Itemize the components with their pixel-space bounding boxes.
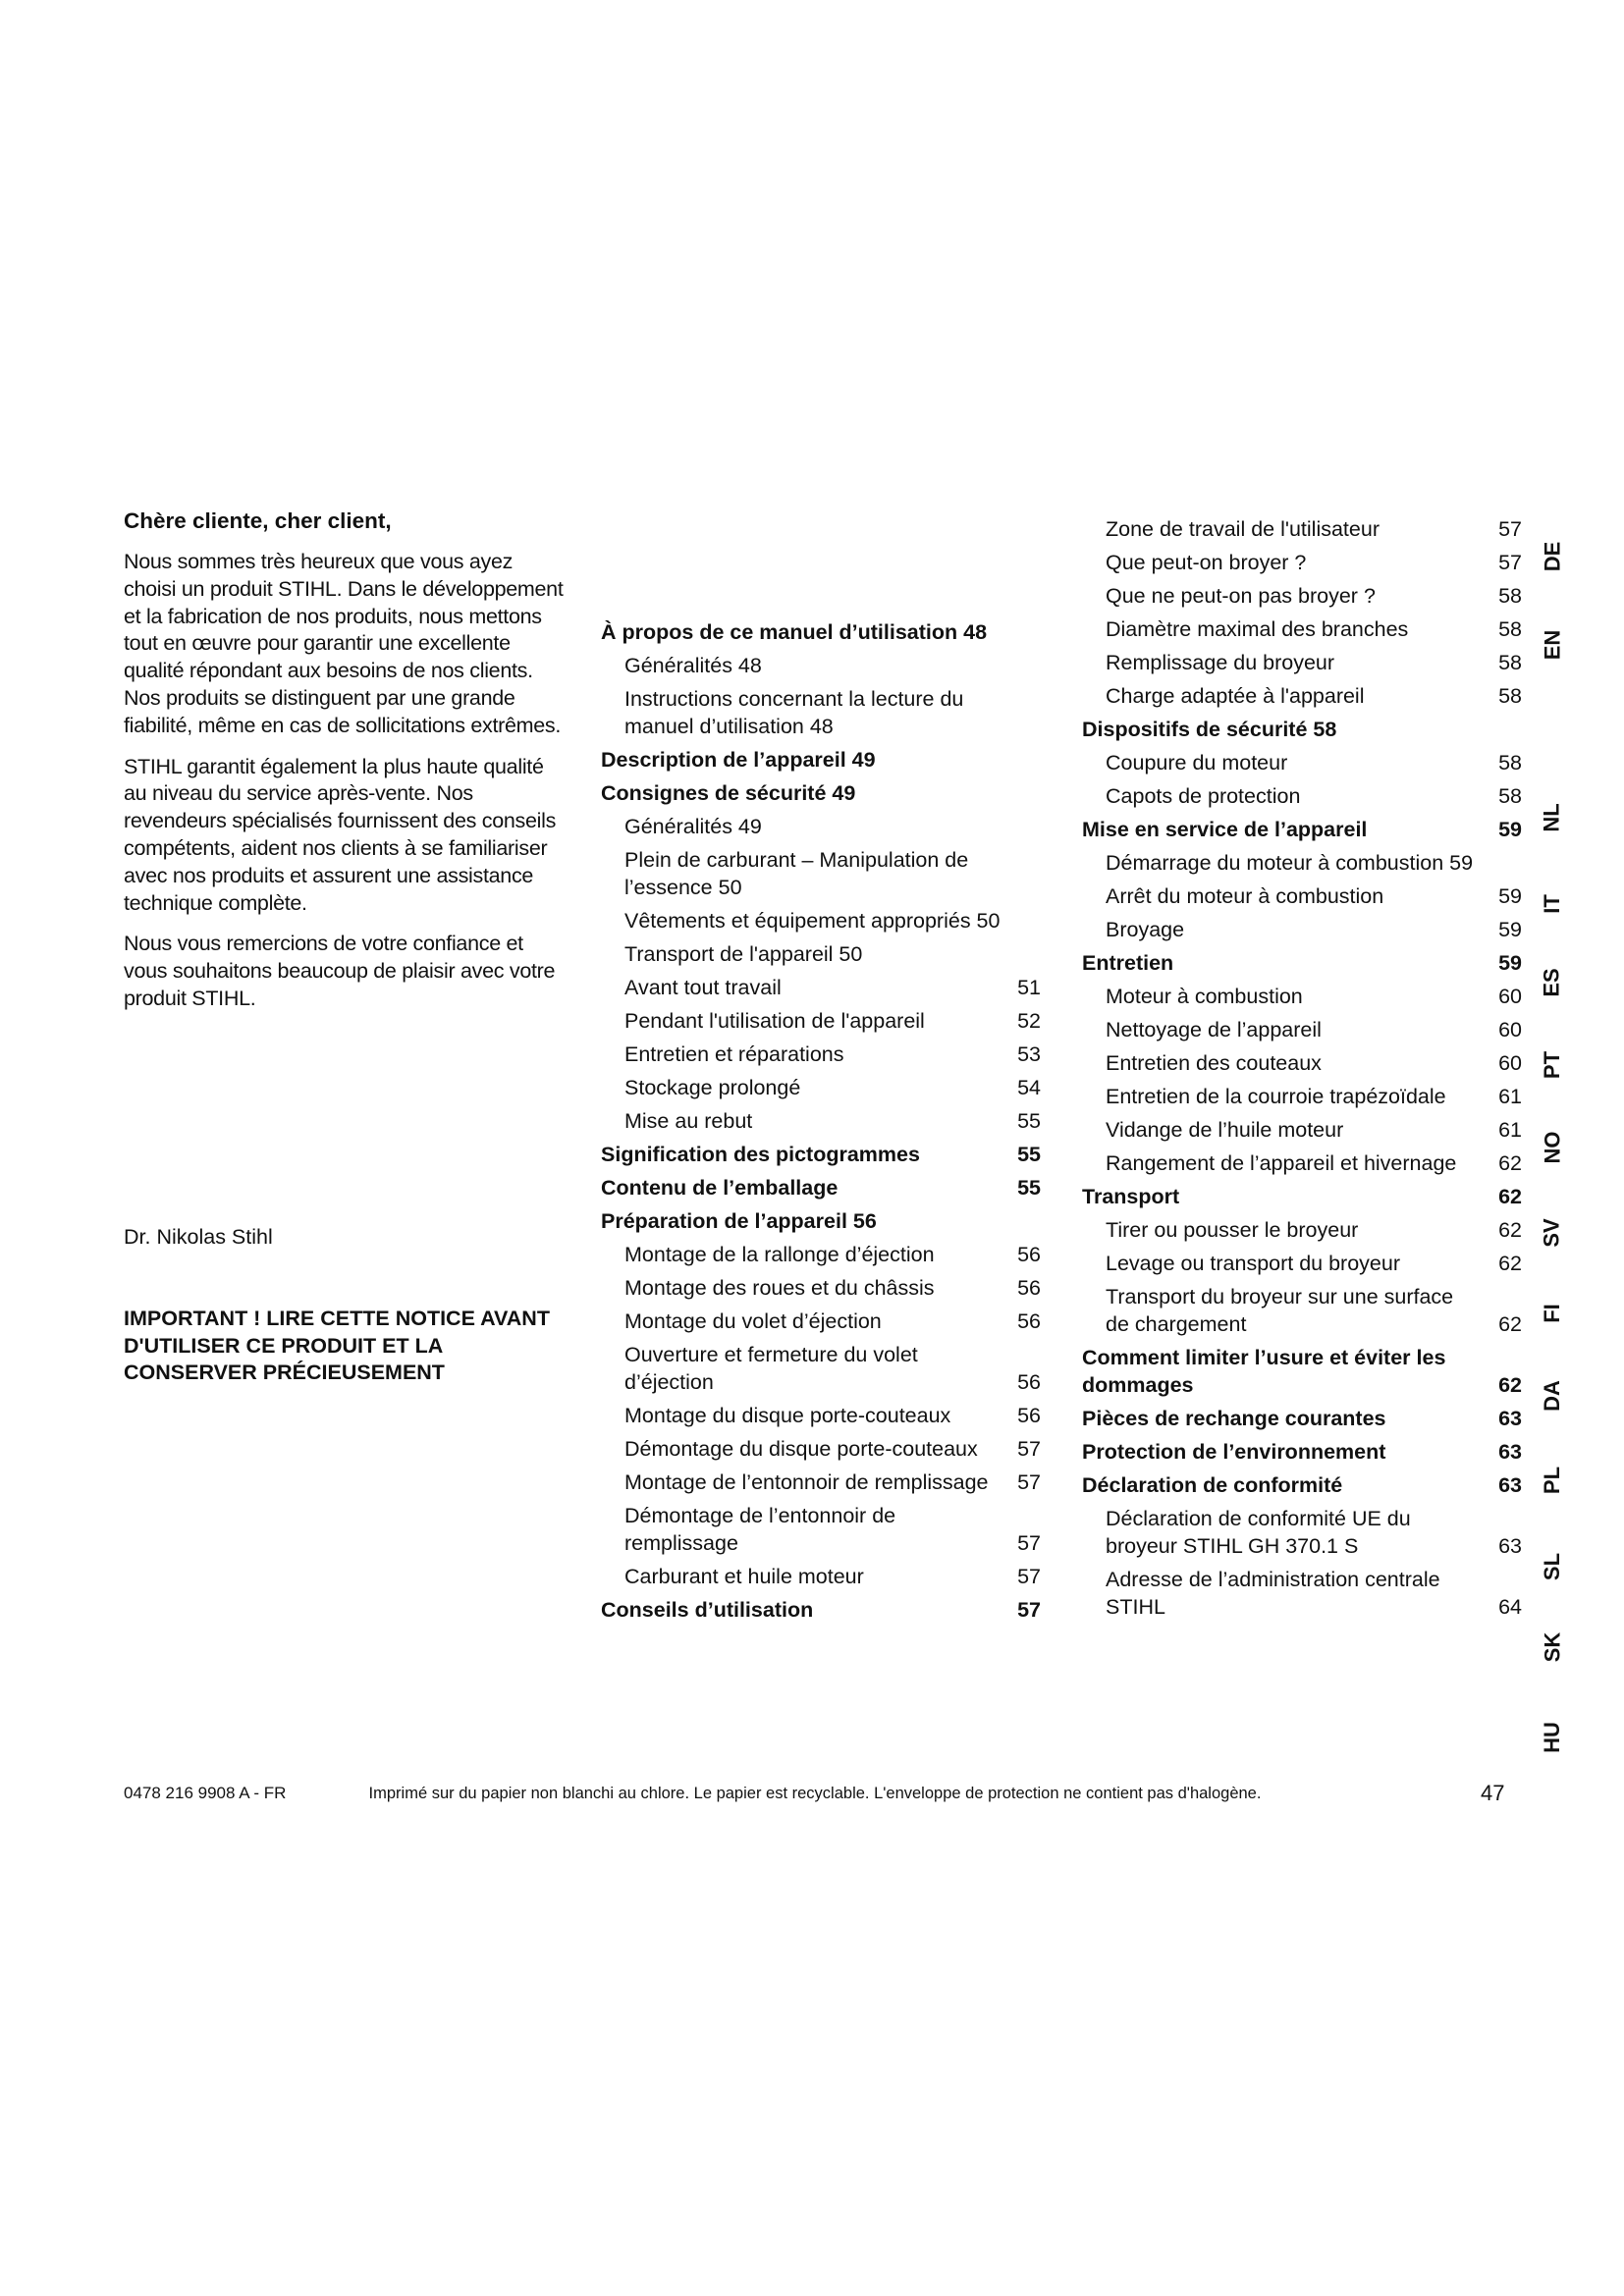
toc-subsection[interactable] [1082, 1250, 1522, 1277]
toc-subsection[interactable] [601, 652, 1041, 679]
toc-subsection[interactable] [601, 974, 1041, 1001]
table-of-contents-middle [601, 618, 1041, 1629]
toc-section[interactable] [1082, 1344, 1522, 1399]
toc-subsection[interactable] [1082, 1283, 1522, 1338]
toc-page: 58 [1498, 584, 1522, 608]
toc-title: Plein de carburant – Manipulation de l’essence 50 [624, 848, 969, 899]
toc-title: Dispositifs de sécurité 58 [1082, 718, 1337, 741]
toc-title: Protection de l’environnement [1082, 1440, 1386, 1464]
language-tab-no[interactable] [1528, 1131, 1577, 1164]
toc-subsection[interactable] [1082, 1049, 1522, 1077]
language-tab-fi[interactable] [1528, 1301, 1577, 1326]
toc-subsection[interactable] [1082, 682, 1522, 710]
toc-subsection[interactable] [1082, 649, 1522, 676]
toc-page: 53 [1017, 1042, 1041, 1066]
toc-title: Signification des pictogrammes [601, 1143, 920, 1166]
toc-page: 57 [1017, 1531, 1041, 1555]
toc-title: Arrêt du moteur à combustion [1106, 884, 1384, 908]
toc-subsection[interactable] [1082, 549, 1522, 576]
toc-title: Entretien des couteaux [1106, 1051, 1322, 1075]
toc-title: Démontage du disque porte-couteaux [624, 1437, 978, 1461]
toc-title: Rangement de l’appareil et hivernage [1106, 1151, 1457, 1175]
language-tab-label: SK [1540, 1631, 1564, 1663]
toc-page: 62 [1498, 1373, 1522, 1397]
language-tab-pl[interactable] [1528, 1468, 1577, 1493]
toc-subsection[interactable] [601, 1502, 1041, 1557]
toc-subsection[interactable] [601, 940, 1041, 968]
toc-section[interactable] [1082, 816, 1522, 843]
toc-page: 56 [1017, 1309, 1041, 1333]
toc-title: Démontage de l’entonnoir de remplissage [624, 1504, 896, 1555]
toc-title: Ouverture et fermeture du volet d’éjection [624, 1343, 918, 1394]
intro-paragraph: Nous sommes très heureux que vous ayez choisi un produit STIHL. Dans le développement et la fabrication de nos produits, nous mettons tout en œuvre pour garantir une excellente qualité répondant aux besoins de nos clients. Nos produits se distinguent par une grande fiabilité, même en cas de sollicitations extrêmes. [124, 550, 564, 737]
language-tab-label: SV [1539, 1218, 1564, 1248]
toc-title: Transport de l'appareil 50 [624, 942, 863, 966]
toc-page: 60 [1498, 1051, 1522, 1075]
toc-title: Transport [1082, 1185, 1180, 1208]
toc-subsection[interactable] [601, 907, 1041, 934]
language-tab-hu[interactable] [1528, 1722, 1577, 1753]
toc-title: Stockage prolongé [624, 1076, 801, 1099]
toc-page: 63 [1498, 1473, 1522, 1497]
greeting: Chère cliente, cher client, [124, 508, 392, 533]
toc-page: 58 [1498, 784, 1522, 808]
toc-page: 57 [1017, 1470, 1041, 1494]
toc-section[interactable] [601, 1141, 1041, 1168]
toc-title: Pièces de rechange courantes [1082, 1407, 1386, 1430]
language-tab-da[interactable] [1528, 1380, 1577, 1412]
toc-title: Mise au rebut [624, 1109, 753, 1133]
toc-page: 62 [1498, 1151, 1522, 1175]
language-tab-label: DA [1540, 1380, 1564, 1412]
language-tab-label: EN [1540, 629, 1564, 661]
toc-page: 56 [1017, 1243, 1041, 1266]
toc-title: Montage du disque porte-couteaux [624, 1404, 951, 1427]
toc-page: 64 [1498, 1595, 1522, 1619]
printing-note: Imprimé sur du papier non blanchi au chlore. Le papier est recyclable. L'enveloppe de protection ne contient pas d'halogène. [368, 1785, 1262, 1802]
language-tab-label: SL [1540, 1552, 1564, 1581]
toc-section[interactable] [601, 1174, 1041, 1201]
language-tab-de[interactable] [1528, 541, 1577, 572]
toc-page: 62 [1498, 1252, 1522, 1275]
toc-page: 57 [1017, 1598, 1041, 1622]
toc-title: Démarrage du moteur à combustion 59 [1106, 851, 1474, 875]
toc-page: 54 [1017, 1076, 1041, 1099]
toc-title: Adresse de l’administration centrale STIHL [1106, 1568, 1440, 1619]
toc-title: Pendant l'utilisation de l'appareil [624, 1009, 925, 1033]
toc-title: Avant tout travail [624, 976, 782, 999]
toc-subsection[interactable] [601, 1007, 1041, 1035]
language-tab-sv[interactable] [1528, 1220, 1577, 1246]
language-tabs [1528, 510, 1577, 1787]
toc-subsection[interactable] [601, 1308, 1041, 1335]
toc-title: Montage de l’entonnoir de remplissage [624, 1470, 989, 1494]
toc-title: Mise en service de l’appareil [1082, 818, 1368, 841]
toc-title: Conseils d’utilisation [601, 1598, 814, 1622]
toc-title: Instructions concernant la lecture du manuel d’utilisation 48 [624, 687, 964, 738]
toc-title: Déclaration de conformité UE du broyeur STIHL GH 370.1 S [1106, 1507, 1411, 1558]
toc-subsection[interactable] [1082, 1216, 1522, 1244]
toc-title: Vêtements et équipement appropriés 50 [624, 909, 1001, 933]
toc-page: 59 [1498, 951, 1522, 975]
language-tab-label: NO [1540, 1131, 1564, 1164]
language-tab-en[interactable] [1528, 629, 1577, 661]
toc-title: Zone de travail de l'utilisateur [1106, 517, 1380, 541]
toc-subsection[interactable] [1082, 1016, 1522, 1043]
toc-subsection[interactable] [601, 1074, 1041, 1101]
toc-page: 57 [1498, 517, 1522, 541]
toc-page: 55 [1017, 1176, 1041, 1200]
toc-subsection[interactable] [1082, 1116, 1522, 1144]
toc-title: Vidange de l’huile moteur [1106, 1118, 1344, 1142]
toc-page: 61 [1498, 1085, 1522, 1108]
toc-title: Description de l’appareil 49 [601, 748, 876, 772]
toc-title: Consignes de sécurité 49 [601, 781, 856, 805]
toc-subsection[interactable] [1082, 615, 1522, 643]
toc-section[interactable] [1082, 1471, 1522, 1499]
toc-page: 63 [1498, 1440, 1522, 1464]
toc-subsection[interactable] [1082, 515, 1522, 543]
toc-subsection[interactable] [601, 1435, 1041, 1463]
toc-section[interactable] [601, 1596, 1041, 1624]
toc-subsection[interactable] [601, 1341, 1041, 1396]
toc-title: Contenu de l’emballage [601, 1176, 839, 1200]
language-tab-es[interactable] [1528, 970, 1577, 995]
toc-page: 57 [1498, 551, 1522, 574]
toc-title: Broyage [1106, 918, 1185, 941]
toc-subsection[interactable] [1082, 1083, 1522, 1110]
toc-section[interactable] [601, 618, 1041, 646]
toc-subsection[interactable] [1082, 749, 1522, 776]
language-tab-label: ES [1539, 968, 1564, 997]
toc-page: 60 [1498, 1018, 1522, 1041]
toc-subsection[interactable] [601, 1041, 1041, 1068]
toc-title: Coupure du moteur [1106, 751, 1288, 774]
toc-page: 58 [1498, 684, 1522, 708]
toc-page: 59 [1498, 918, 1522, 941]
toc-subsection[interactable] [601, 685, 1041, 740]
toc-subsection[interactable] [601, 1402, 1041, 1429]
toc-section[interactable] [1082, 949, 1522, 977]
toc-section[interactable] [1082, 716, 1522, 743]
toc-page: 59 [1498, 884, 1522, 908]
toc-title: Remplissage du broyeur [1106, 651, 1335, 674]
language-tab-it[interactable] [1528, 891, 1577, 917]
toc-subsection[interactable] [601, 1468, 1041, 1496]
table-of-contents-right [1082, 515, 1522, 1627]
toc-page: 56 [1017, 1370, 1041, 1394]
toc-page: 56 [1017, 1404, 1041, 1427]
language-tab-label: PL [1540, 1466, 1564, 1495]
toc-subsection[interactable] [1082, 916, 1522, 943]
intro-paragraph: STIHL garantit également la plus haute qualité au niveau du service après-vente. Nos revendeurs spécialisés fournissent des conseils compétents, aident nos clients à se familiariser avec nos produits et assurent une assistance technique complète. [124, 754, 557, 915]
toc-page: 55 [1017, 1109, 1041, 1133]
toc-title: Nettoyage de l’appareil [1106, 1018, 1322, 1041]
toc-page: 63 [1498, 1534, 1522, 1558]
toc-page: 60 [1498, 985, 1522, 1008]
toc-subsection[interactable] [601, 846, 1041, 901]
toc-page: 62 [1498, 1185, 1522, 1208]
toc-subsection[interactable] [1082, 849, 1522, 877]
toc-section[interactable] [1082, 1183, 1522, 1210]
toc-title: Diamètre maximal des branches [1106, 617, 1409, 641]
intro-letter [124, 507, 568, 1027]
language-tab-nl[interactable] [1528, 805, 1577, 830]
toc-subsection[interactable] [601, 1107, 1041, 1135]
important-notice: IMPORTANT ! LIRE CETTE NOTICE AVANT D'UTILISER CE PRODUIT ET LA CONSERVER PRÉCIEUSEMENT [124, 1307, 550, 1384]
toc-title: À propos de ce manuel d’utilisation 48 [601, 620, 988, 644]
toc-page: 55 [1017, 1143, 1041, 1166]
toc-page: 57 [1017, 1437, 1041, 1461]
toc-page: 61 [1498, 1118, 1522, 1142]
toc-title: Montage du volet d’éjection [624, 1309, 882, 1333]
toc-title: Préparation de l’appareil 56 [601, 1209, 877, 1233]
language-tab-pt[interactable] [1528, 1052, 1577, 1078]
toc-title: Entretien [1082, 951, 1174, 975]
toc-subsection[interactable] [1082, 782, 1522, 810]
language-tab-sk[interactable] [1528, 1631, 1577, 1663]
toc-subsection[interactable] [1082, 1566, 1522, 1621]
toc-section[interactable] [601, 1207, 1041, 1235]
toc-title: Déclaration de conformité [1082, 1473, 1343, 1497]
toc-page: 56 [1017, 1276, 1041, 1300]
toc-subsection[interactable] [601, 1241, 1041, 1268]
toc-page: 52 [1017, 1009, 1041, 1033]
toc-section[interactable] [1082, 1405, 1522, 1432]
toc-title: Charge adaptée à l'appareil [1106, 684, 1365, 708]
toc-subsection[interactable] [1082, 582, 1522, 610]
toc-page: 57 [1017, 1565, 1041, 1588]
toc-page: 62 [1498, 1218, 1522, 1242]
toc-page: 63 [1498, 1407, 1522, 1430]
toc-subsection[interactable] [1082, 1149, 1522, 1177]
toc-title: Que ne peut-on pas broyer ? [1106, 584, 1376, 608]
toc-page: 59 [1498, 818, 1522, 841]
toc-title: Montage des roues et du châssis [624, 1276, 935, 1300]
toc-page: 51 [1017, 976, 1041, 999]
language-tab-label: HU [1540, 1722, 1564, 1753]
language-tab-label: NL [1539, 803, 1564, 832]
toc-title: Que peut-on broyer ? [1106, 551, 1307, 574]
toc-page: 58 [1498, 651, 1522, 674]
toc-subsection[interactable] [601, 1563, 1041, 1590]
toc-title: Transport du broyeur sur une surface de chargement [1106, 1285, 1454, 1336]
toc-title: Entretien et réparations [624, 1042, 844, 1066]
toc-title: Généralités 48 [624, 654, 762, 677]
signature: Dr. Nikolas Stihl [124, 1225, 273, 1249]
toc-page: 58 [1498, 751, 1522, 774]
toc-subsection[interactable] [601, 1274, 1041, 1302]
toc-page: 58 [1498, 617, 1522, 641]
toc-subsection[interactable] [1082, 1505, 1522, 1560]
toc-title: Entretien de la courroie trapézoïdale [1106, 1085, 1446, 1108]
language-tab-label: DE [1540, 541, 1564, 572]
toc-title: Carburant et huile moteur [624, 1565, 864, 1588]
toc-subsection[interactable] [1082, 983, 1522, 1010]
toc-subsection[interactable] [601, 813, 1041, 840]
toc-title: Levage ou transport du broyeur [1106, 1252, 1401, 1275]
language-tab-label: IT [1540, 894, 1564, 914]
toc-section[interactable] [601, 746, 1041, 774]
toc-title: Moteur à combustion [1106, 985, 1303, 1008]
document-code: 0478 216 9908 A - FR [124, 1784, 287, 1802]
language-tab-label: FI [1540, 1304, 1564, 1323]
toc-page: 62 [1498, 1312, 1522, 1336]
toc-title: Montage de la rallonge d’éjection [624, 1243, 935, 1266]
language-tab-label: PT [1540, 1050, 1564, 1080]
toc-title: Tirer ou pousser le broyeur [1106, 1218, 1359, 1242]
intro-paragraph: Nous vous remercions de votre confiance et vous souhaitons beaucoup de plaisir avec votre produit STIHL. [124, 932, 556, 1010]
toc-title: Comment limiter l’usure et éviter les dommages [1082, 1346, 1446, 1397]
page-number: 47 [1481, 1781, 1505, 1805]
toc-title: Capots de protection [1106, 784, 1301, 808]
toc-title: Généralités 49 [624, 815, 762, 838]
toc-subsection[interactable] [1082, 882, 1522, 910]
toc-section[interactable] [1082, 1438, 1522, 1466]
language-tab-sl[interactable] [1528, 1554, 1577, 1579]
toc-section[interactable] [601, 779, 1041, 807]
